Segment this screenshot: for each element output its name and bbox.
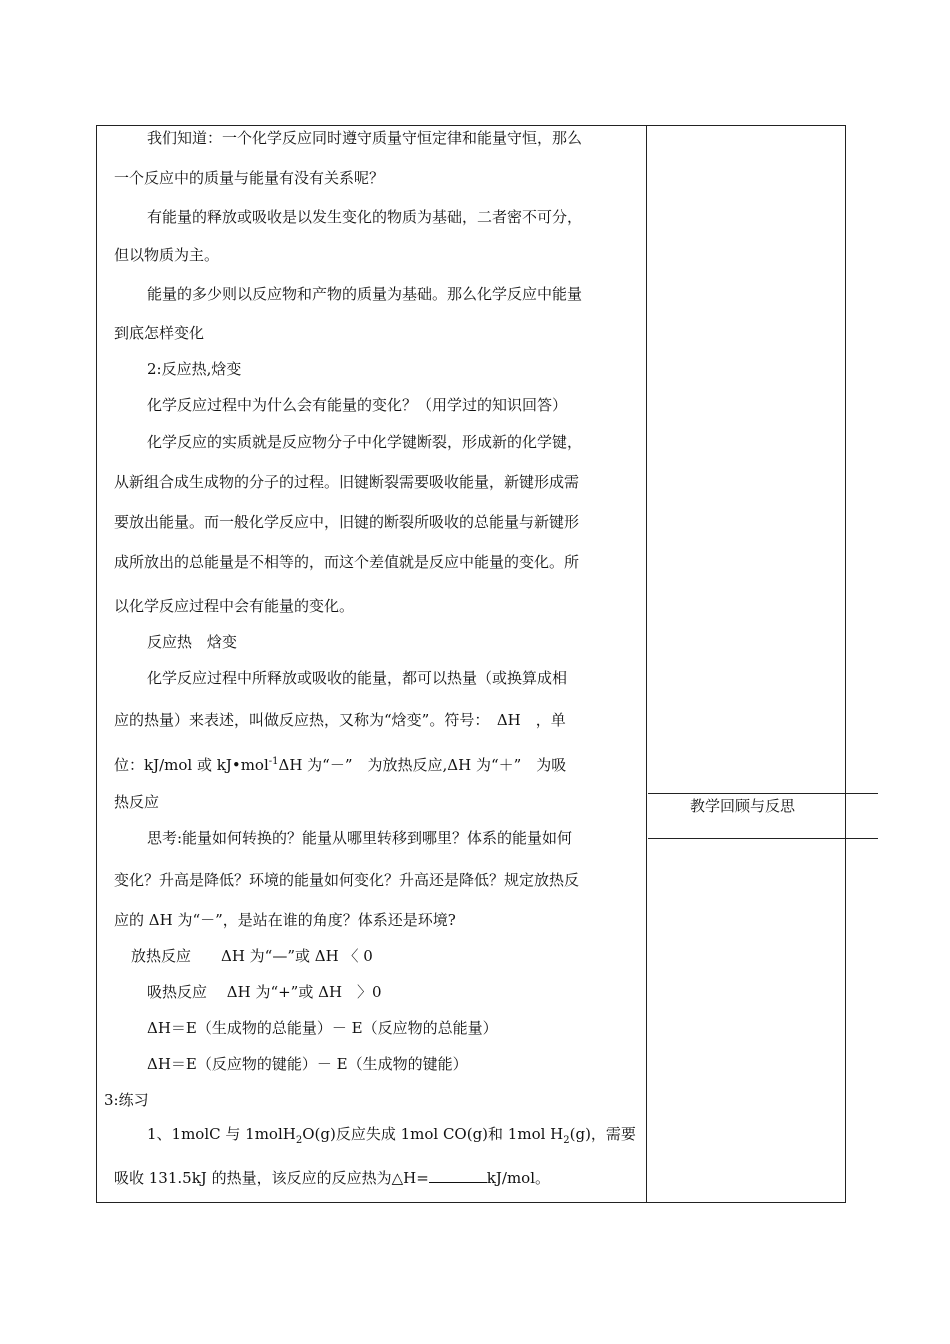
text-line: 变化？升高是降低？环境的能量如何变化？升高还是降低？规定放热反 [114,871,580,889]
sign-text: ΔH 为“－” 为放热反应,ΔH 为“＋” 为吸 [278,756,567,774]
unit-exponent: -1 [268,756,279,767]
text-line: 能量的多少则以反应物和产物的质量为基础。那么化学反应中能量 [147,285,583,303]
formula-line: ΔH＝E（生成物的总能量）－ E（反应物的总能量） [147,1019,498,1037]
text-line: 吸热反应 ΔH 为“+”或 ΔH 〉0 [147,983,382,1001]
section-heading: 反应热 焓变 [147,633,238,651]
column-divider [646,125,647,1203]
exercise-text: 吸收 131.5kJ 的热量，该反应的反应热为△H= [114,1169,429,1187]
text-line: 应的热量）来表述，叫做反应热，又称为“焓变”。符号： ΔH ，单 [114,711,566,729]
text-line: 但以物质为主。 [114,246,220,264]
text-line: 从新组合成生成物的分子的过程。旧键断裂需要吸收能量，新键形成需 [114,473,580,491]
subscript: 2 [295,1135,303,1146]
text-line: 一个反应中的质量与能量有没有关系呢？ [114,169,385,187]
text-line: 我们知道：一个化学反应同时遵守质量守恒定律和能量守恒，那么 [147,129,583,147]
sidebar-rule-bottom [648,838,878,839]
formula-line: ΔH＝E（反应物的键能）－ E（生成物的键能） [147,1055,468,1073]
text-line: 到底怎样变化 [114,324,205,342]
unit-text: 位：kJ/mol 或 kJ•mol [114,756,269,774]
text-line: 思考:能量如何转换的？能量从哪里转移到哪里？体系的能量如何 [147,829,573,847]
text-line: 有能量的释放或吸收是以发生变化的物质为基础，二者密不可分， [147,208,583,226]
exercise-line [114,1166,550,1188]
answer-blank[interactable] [429,1166,487,1183]
text-line: 要放出能量。而一般化学反应中，旧键的断裂所吸收的总能量与新键形 [114,513,580,531]
exercise-text: 1、1molC 与 1molH [147,1125,296,1143]
text-line [114,752,566,775]
exercise-line [147,1124,636,1151]
text-line: 化学反应过程中为什么会有能量的变化？（用学过的知识回答） [147,396,568,414]
section-heading: 3:练习 [104,1091,149,1109]
exercise-text: (g)，需要 [569,1125,636,1143]
text-line: 以化学反应过程中会有能量的变化。 [114,597,355,615]
text-line: 化学反应的实质就是反应物分子中化学键断裂，形成新的化学键， [147,433,583,451]
subscript: 2 [563,1135,570,1146]
text-line: 热反应 [114,793,160,811]
section-heading: 2:反应热,焓变 [147,360,242,378]
text-line: 放热反应 ΔH 为“—”或 ΔH 〈 0 [131,947,373,965]
exercise-text: kJ/mol。 [486,1169,550,1187]
text-line: 化学反应过程中所释放或吸收的能量，都可以热量（或换算成相 [147,669,568,687]
sidebar-title: 教学回顾与反思 [690,797,796,815]
text-line: 成所放出的总能量是不相等的，而这个差值就是反应中能量的变化。所 [114,553,580,571]
sidebar-rule-top [648,793,878,794]
exercise-text: O(g)反应失成 1mol CO(g)和 1mol H [302,1125,564,1143]
text-line: 应的 ΔH 为“－”，是站在谁的角度？体系还是环境? [114,911,456,929]
